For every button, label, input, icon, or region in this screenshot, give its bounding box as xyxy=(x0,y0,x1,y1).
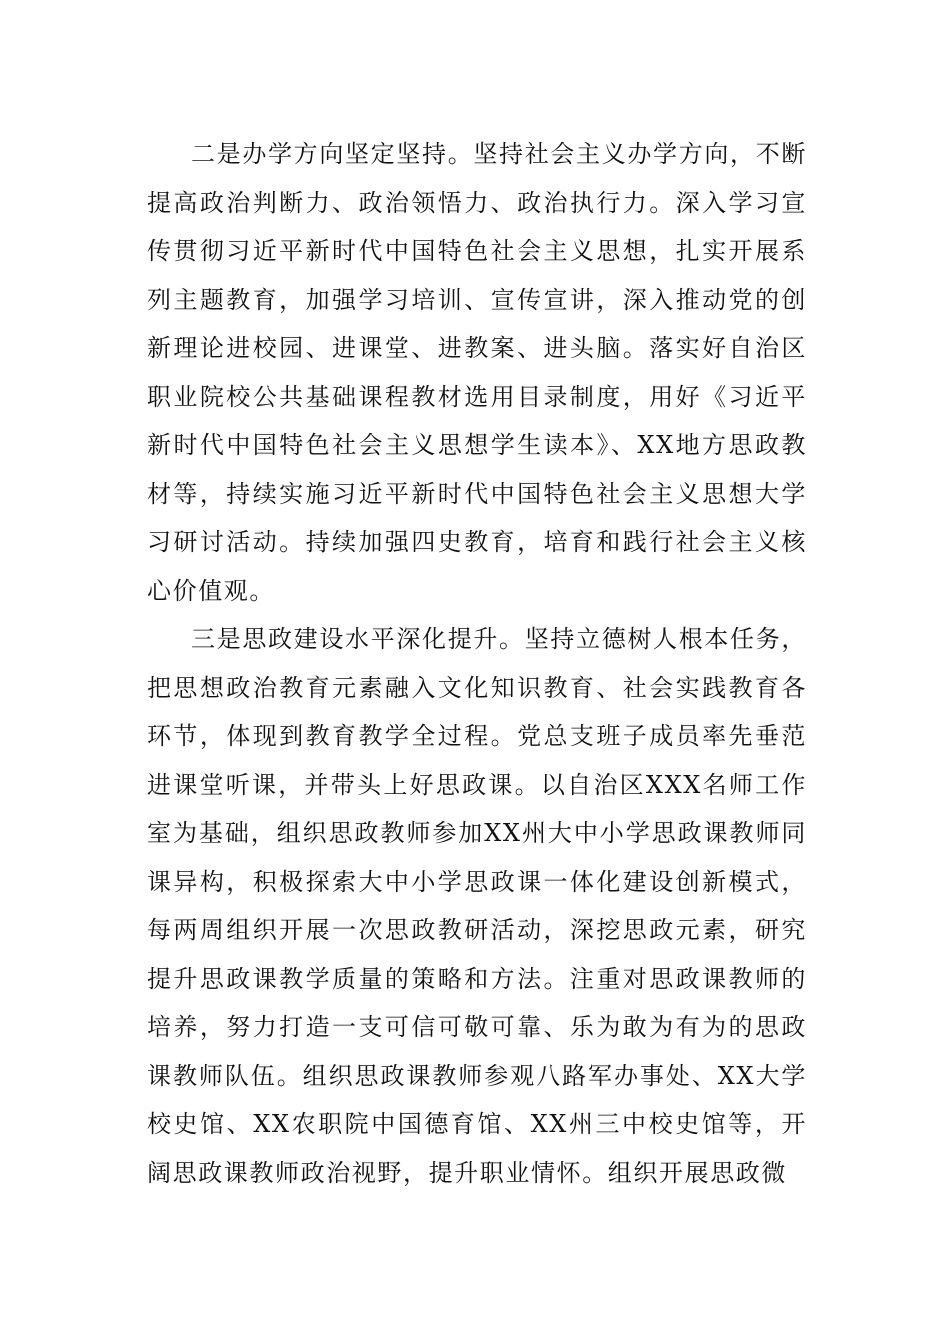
paragraph-school-direction: 二是办学方向坚定坚持。坚持社会主义办学方向，不断提高政治判断力、政治领悟力、政治执行力。深入学习宣传贯彻习近平新时代中国特色社会主义思想，扎实开展系列主题教育，加强学习培训、宣传宣讲，深入推动党的创新理论进校园、进课堂、进教案、进头脑。落实好自治区职业院校公共基础课程教材选用目录制度，用好《习近平新时代中国特色社会主义思想学生读本》、XX地方思政教材等，持续实施习近平新时代中国特色社会主义思想大学习研讨活动。持续加强四史教育，培育和践行社会主义核心价值观。 xyxy=(147,140,807,605)
paragraph-ideological-education: 三是思政建设水平深化提升。坚持立德树人根本任务，把思想政治教育元素融入文化知识教育、社会实践教育各环节，体现到教育教学全过程。党总支班子成员率先垂范进课堂听课，并带头上好思政课。以自治区XXX名师工作室为基础，组织思政教师参加XX州大中小学思政课教师同课异构，积极探索大中小学思政课一体化建设创新模式，每两周组织开展一次思政教研活动，深挖思政元素，研究提升思政课教学质量的策略和方法。注重对思政课教师的培养，努力打造一支可信可敬可靠、乐为敢为有为的思政课教师队伍。组织思政课教师参观八路军办事处、XX大学校史馆、XX农职院中国德育馆、XX州三中校史馆等，开阔思政课教师政治视野，提升职业情怀。组织开展思政微 xyxy=(147,625,807,1187)
document-body xyxy=(147,130,807,1197)
